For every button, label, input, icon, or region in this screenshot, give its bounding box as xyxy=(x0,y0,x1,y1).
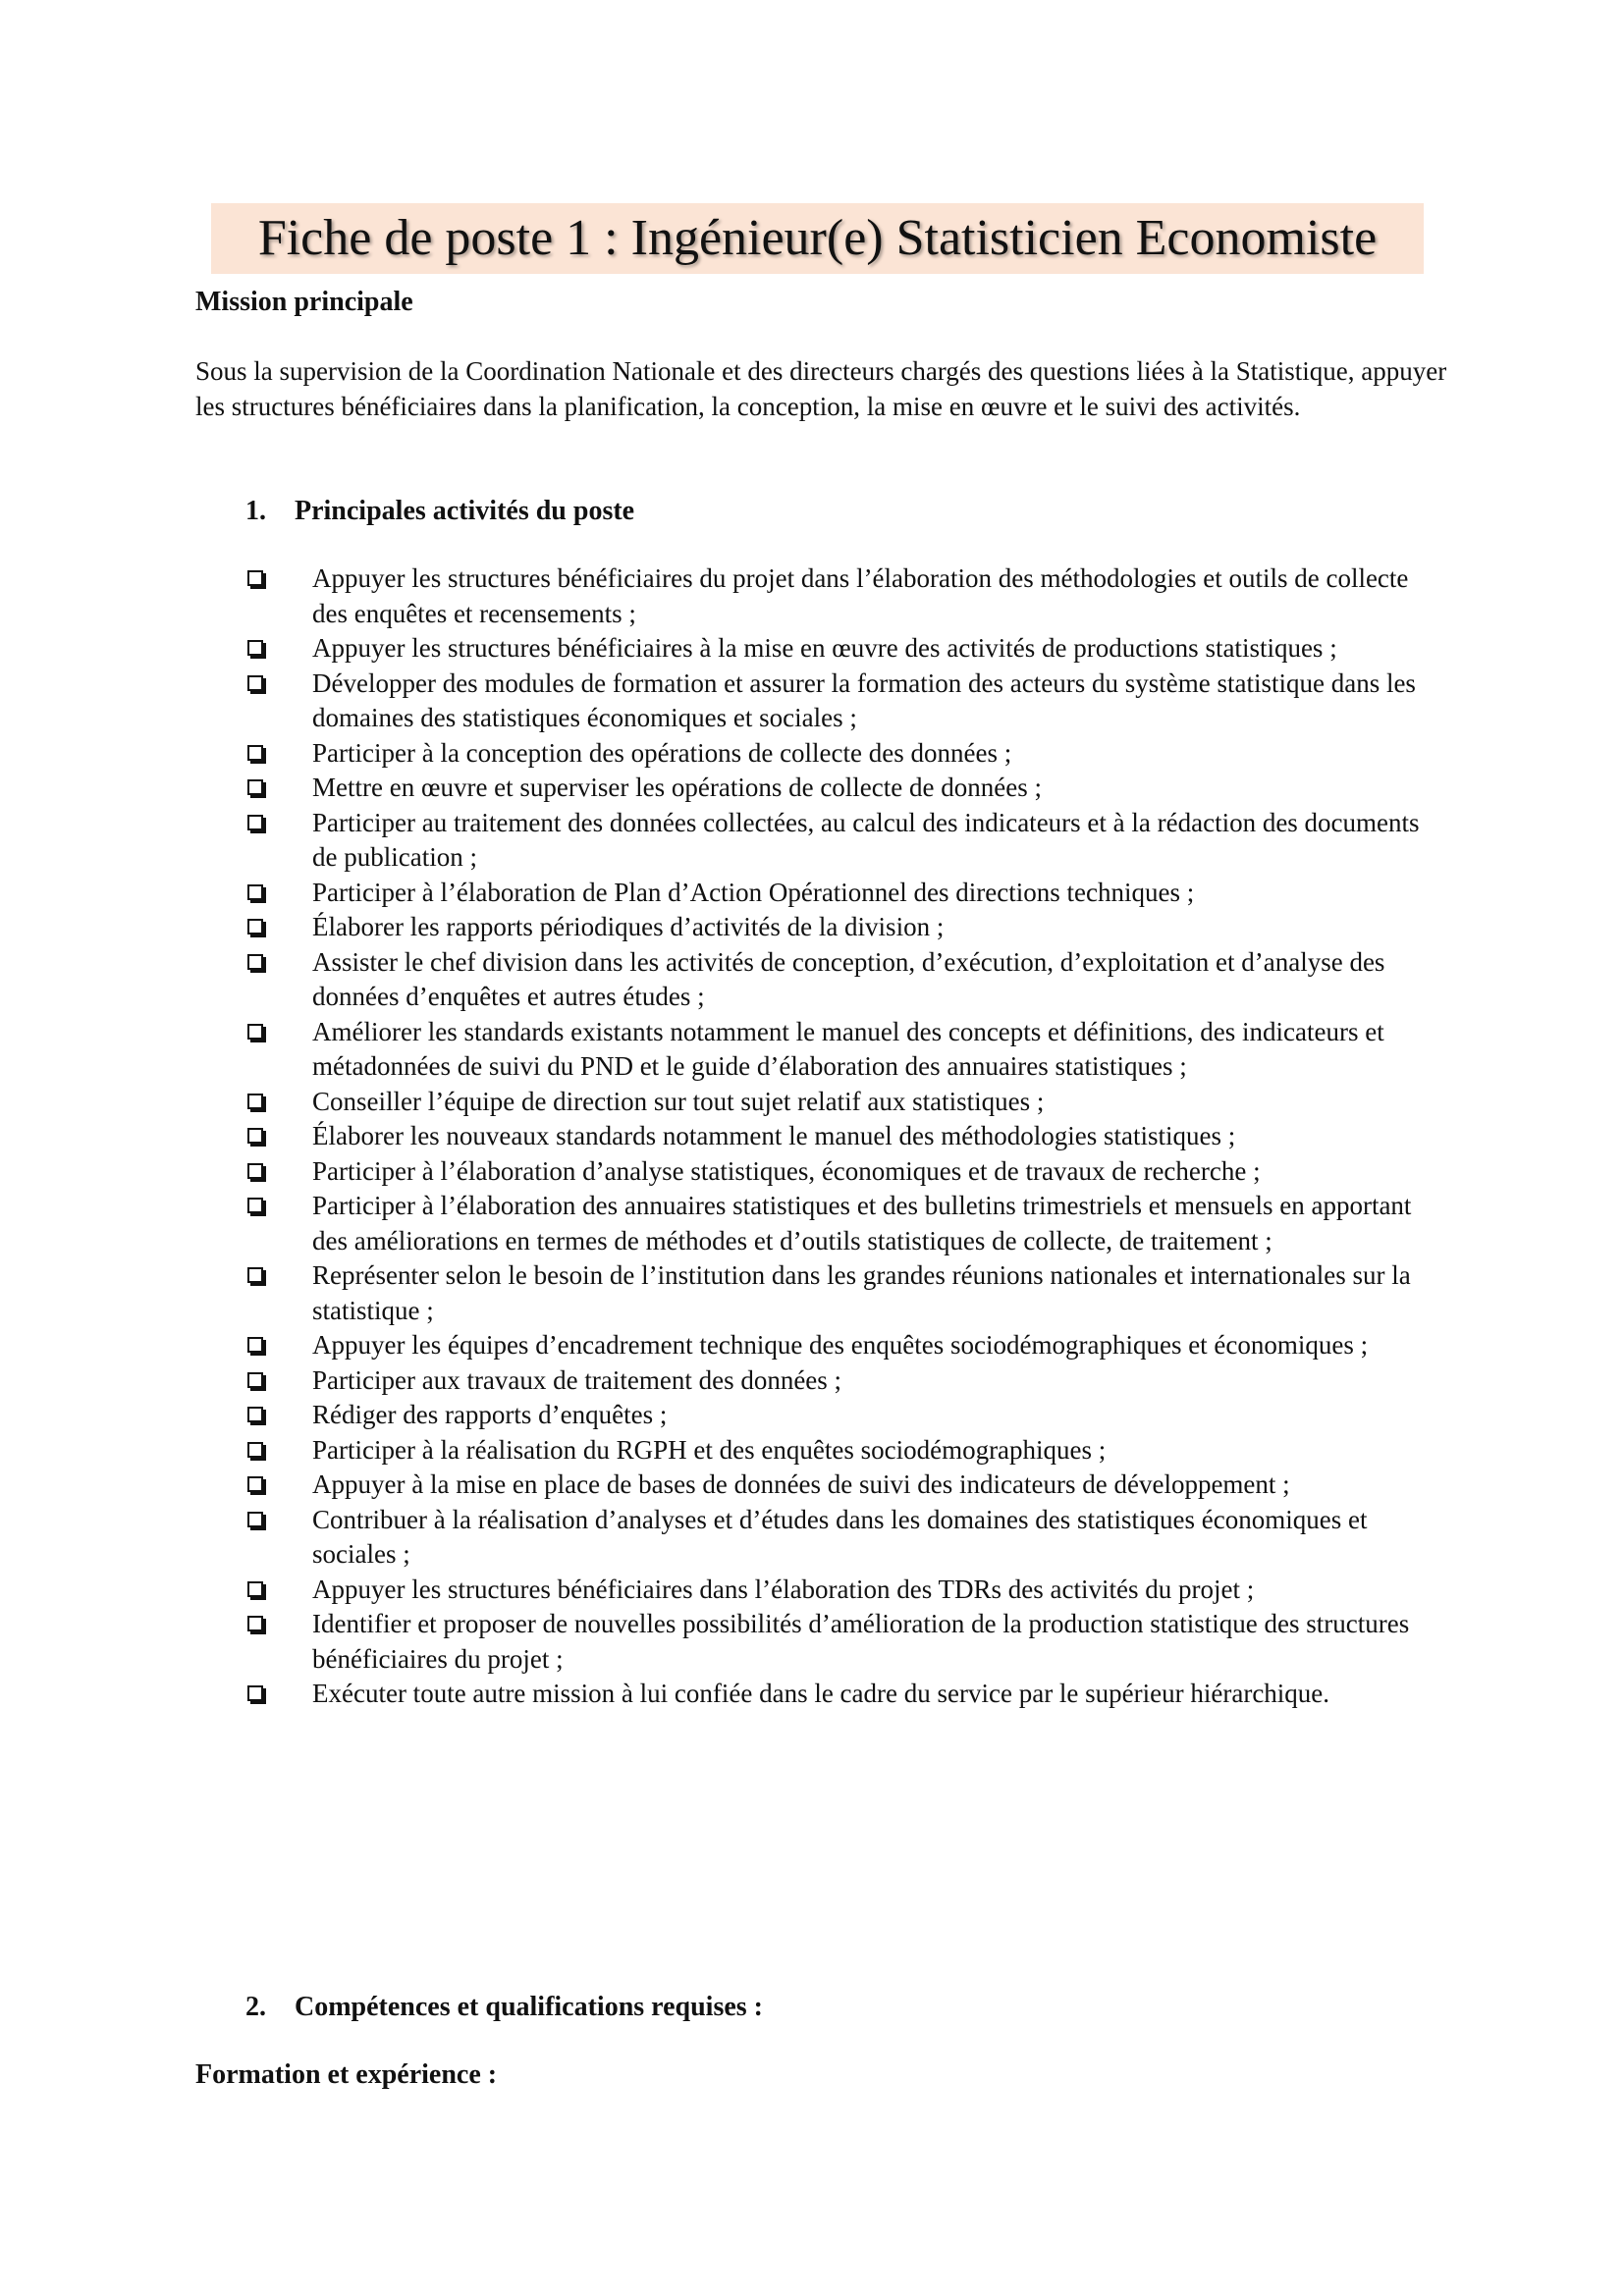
checkbox-bullet-icon xyxy=(247,1267,263,1283)
list-item xyxy=(0,1119,1624,1154)
section-activities-heading xyxy=(245,494,634,529)
checkbox-bullet-icon xyxy=(247,919,263,934)
list-item xyxy=(0,876,1624,911)
section-competences-heading xyxy=(245,1990,763,2025)
list-item-text: Appuyer les structures bénéficiaires du projet dans l’élaboration des méthodologies et outils de collecte des enquêtes et recensements ; xyxy=(312,563,1409,628)
list-item xyxy=(0,771,1624,806)
list-item xyxy=(0,1154,1624,1190)
list-item-text: Participer à la réalisation du RGPH et des enquêtes sociodémographiques ; xyxy=(312,1434,1107,1465)
checkbox-bullet-icon xyxy=(247,1512,263,1527)
checkbox-bullet-icon xyxy=(247,1198,263,1213)
list-item xyxy=(0,1677,1624,1712)
checkbox-bullet-icon xyxy=(247,779,263,795)
list-item-text: Développer des modules de formation et assurer la formation des acteurs du système statistique dans les domaines des statistiques économiques et sociales ; xyxy=(312,667,1416,732)
list-item xyxy=(0,1328,1624,1363)
list-item-text: Participer à l’élaboration de Plan d’Action Opérationnel des directions techniques ; xyxy=(312,877,1195,907)
list-item xyxy=(0,945,1624,1015)
list-item-text: Participer aux travaux de traitement des données ; xyxy=(312,1364,842,1395)
list-item-text: Participer à l’élaboration d’analyse statistiques, économiques et de travaux de recherche ; xyxy=(312,1155,1261,1186)
checkbox-bullet-icon xyxy=(247,1581,263,1597)
section-number: 2. xyxy=(245,1992,266,2022)
checkbox-bullet-icon xyxy=(247,1094,263,1109)
checkbox-bullet-icon xyxy=(247,640,263,656)
title-highlight xyxy=(211,203,1424,274)
list-item xyxy=(0,910,1624,945)
list-item-text: Contribuer à la réalisation d’analyses et d’études dans les domaines des statistiques économiques et sociales ; xyxy=(312,1504,1368,1569)
list-item-text: Assister le chef division dans les activités de conception, d’exécution, d’exploitation et d’analyse des données d’enquêtes et autres études ; xyxy=(312,946,1385,1011)
list-item-text: Appuyer à la mise en place de bases de données de suivi des indicateurs de développement ; xyxy=(312,1469,1290,1499)
list-item xyxy=(0,1189,1624,1258)
checkbox-bullet-icon xyxy=(247,1337,263,1353)
checkbox-bullet-icon xyxy=(247,954,263,970)
list-item xyxy=(0,806,1624,876)
list-item-text: Exécuter toute autre mission à lui confiée dans le cadre du service par le supérieur hiérarchique. xyxy=(312,1679,1330,1708)
section-label: Compétences et qualifications requises : xyxy=(295,1992,763,2022)
checkbox-bullet-icon xyxy=(247,745,263,761)
checkbox-bullet-icon xyxy=(247,675,263,691)
list-item-text: Participer à la conception des opérations de collecte des données ; xyxy=(312,737,1012,768)
checkbox-bullet-icon xyxy=(247,1128,263,1144)
checkbox-bullet-icon xyxy=(247,884,263,900)
list-item xyxy=(0,561,1624,631)
checkbox-bullet-icon xyxy=(247,1616,263,1631)
section-label: Principales activités du poste xyxy=(295,496,635,526)
list-item xyxy=(0,736,1624,772)
list-item-text: Élaborer les nouveaux standards notamment le manuel des méthodologies statistiques ; xyxy=(312,1121,1236,1150)
list-item xyxy=(0,1468,1624,1503)
checkbox-bullet-icon xyxy=(247,1024,263,1040)
list-item-text: Améliorer les standards existants notamment le manuel des concepts et définitions, des indicateurs et métadonnées de suivi du PND et le guide d’élaboration des annuaires statistiques ; xyxy=(312,1016,1384,1081)
list-item-text: Rédiger des rapports d’enquêtes ; xyxy=(312,1400,668,1429)
list-item-text: Mettre en œuvre et superviser les opérations de collecte de données ; xyxy=(312,773,1042,802)
list-item xyxy=(0,1258,1624,1328)
page-title: Fiche de poste 1 : Ingénieur(e) Statisticien Economiste xyxy=(257,210,1378,266)
list-item xyxy=(0,1607,1624,1677)
list-item-text: Appuyer les équipes d’encadrement technique des enquêtes sociodémographiques et économiques ; xyxy=(312,1330,1369,1360)
list-item-text: Conseiller l’équipe de direction sur tout sujet relatif aux statistiques ; xyxy=(312,1086,1045,1116)
checkbox-bullet-icon xyxy=(247,1372,263,1388)
list-item xyxy=(0,1433,1624,1468)
list-item xyxy=(0,1573,1624,1608)
formation-heading: Formation et expérience : xyxy=(195,2059,498,2090)
checkbox-bullet-icon xyxy=(247,1442,263,1458)
checkbox-bullet-icon xyxy=(247,1685,263,1701)
list-item xyxy=(0,1085,1624,1120)
list-item-text: Appuyer les structures bénéficiaires à la mise en œuvre des activités de productions statistiques ; xyxy=(312,633,1337,663)
checkbox-bullet-icon xyxy=(247,570,263,586)
list-item xyxy=(0,1363,1624,1399)
checkbox-bullet-icon xyxy=(247,1407,263,1422)
list-item-text: Participer au traitement des données collectées, au calcul des indicateurs et à la rédaction des documents de publication ; xyxy=(312,807,1420,872)
list-item xyxy=(0,667,1624,736)
section-number: 1. xyxy=(245,496,266,526)
mission-heading: Mission principale xyxy=(195,287,413,317)
list-item xyxy=(0,631,1624,667)
list-item xyxy=(0,1398,1624,1433)
mission-paragraph: Sous la supervision de la Coordination Nationale et des directeurs chargés des questions liées à la Statistique, appuyer les structures bénéficiaires dans la planification, la conception, la mise en œuvre et le suivi des activités. xyxy=(195,356,1447,421)
checkbox-bullet-icon xyxy=(247,1163,263,1179)
activity-list xyxy=(0,561,1624,1712)
checkbox-bullet-icon xyxy=(247,1476,263,1492)
checkbox-bullet-icon xyxy=(247,815,263,830)
list-item-text: Identifier et proposer de nouvelles possibilités d’amélioration de la production statistique des structures bénéficiaires du projet ; xyxy=(312,1609,1410,1674)
list-item-text: Participer à l’élaboration des annuaires statistiques et des bulletins trimestriels et mensuels en apportant des améliorations en termes de méthodes et d’outils statistiques de collecte, de traitement ; xyxy=(312,1191,1412,1255)
list-item-text: Appuyer les structures bénéficiaires dans l’élaboration des TDRs des activités du projet ; xyxy=(312,1574,1255,1604)
list-item xyxy=(0,1503,1624,1573)
list-item-text: Représenter selon le besoin de l’institution dans les grandes réunions nationales et internationales sur la statistique ; xyxy=(312,1260,1411,1325)
list-item-text: Élaborer les rapports périodiques d’activités de la division ; xyxy=(312,912,945,941)
list-item xyxy=(0,1015,1624,1085)
